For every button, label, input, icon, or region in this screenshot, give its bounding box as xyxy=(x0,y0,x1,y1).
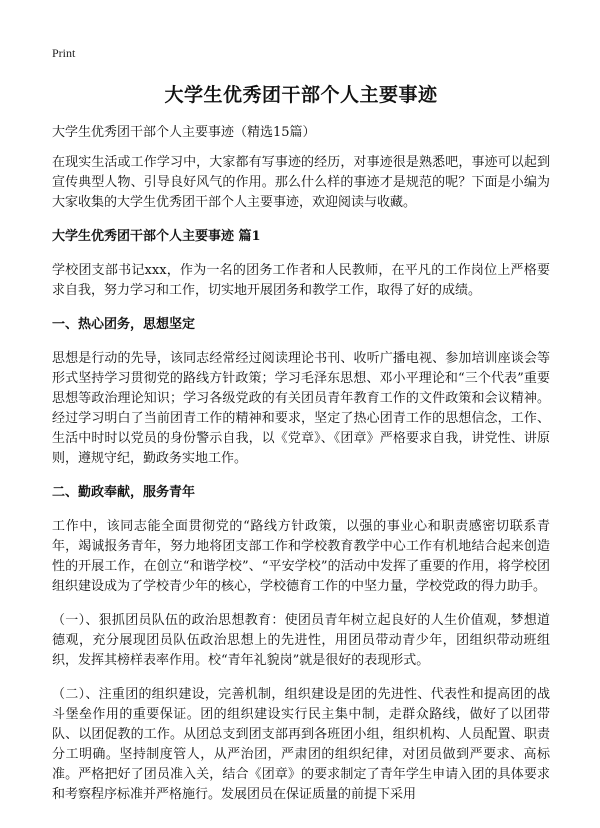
paragraph-one: 思想是行动的先导，该同志经常经过阅读理论书刊、收听广播电视、参加培训座谈会等形式坚持学习贯彻党的路线方针政策；学习毛泽东思想、邓小平理论和“三个代表”重要思想等政治理论知识；学习各级党政的有关团员青年教育工作的文件政策和会议精神。经过学习明白了当前团青工作的精神和要求，坚定了热心团青工作的思想信念，工作、生活中时时以党员的身份警示自我，以《党章》、《团章》严格要求自我，讲党性、讲原则，遵规守纪，勤政务实地工作。 xyxy=(52,351,550,466)
document-title: 大学生优秀团干部个人主要事迹 xyxy=(164,84,438,106)
paragraph-four: （二）、注重团的组织建设，完善机制，组织建设是团的先进性、代表性和提高团的战斗堡垒作用的重要保证。团的组织建设实行民主集中制，走群众路线，做好了以团带队、以团促教的工作。从团总支到团支部再到各班团小组，组织机构、人员配置、职责分工明确。坚持制度管人，从严治团，严肃团的组织纪律，对团员做到严要求、高标准。严格把好了团员准入关，结合《团章》的要求制定了青年学生申请入团的具体要求和考察程序标准并严格施行。发展团员在保证质量的前提下采用 xyxy=(52,687,550,802)
intro-paragraph: 在现实生活或工作学习中，大家都有写事迹的经历，对事迹很是熟悉吧，事迹可以起到宣传典型人物、引导良好风气的作用。那么什么样的事迹才是规范的呢？下面是小编为大家收集的大学生优秀团干部个人主要事迹，欢迎阅读与收藏。 xyxy=(52,155,550,210)
paragraph-three: （一）、狠抓团员队伍的政治思想教育：使团员青年树立起良好的人生价值观，梦想道德观，充分展现团员队伍政治思想上的先进性，用团员带动青少年，团组织带动班组织，发挥其榜样表率作用。校“青年礼貌岗”就是很好的表现形式。 xyxy=(52,613,550,668)
print-label[interactable]: Print xyxy=(52,46,76,60)
section-title: 大学生优秀团干部个人主要事迹 篇1 xyxy=(52,229,261,244)
heading-one: 一、热心团务，思想坚定 xyxy=(52,317,196,332)
paragraph-two: 工作中，该同志能全面贯彻党的“路线方针政策，以强的事业心和职责感密切联系青年，竭诚报务青年，努力地将团支部工作和学校教育教学中心工作有机地结合起来创造性的开展工作，在创立“和谐学校”、“平安学校”的活动中发挥了重要的作用，将学校团组织建设成为了学校青少年的核心，学校德育工作的中坚力量，学校党政的得力助手。 xyxy=(52,519,550,594)
section-intro-paragraph: 学校团支部书记xxx，作为一名的团务工作者和人民教师，在平凡的工作岗位上严格要求自我，努力学习和工作，切实地开展团务和教学工作，取得了好的成绩。 xyxy=(52,263,550,298)
document-subtitle: 大学生优秀团干部个人主要事迹（精选15篇） xyxy=(52,125,316,140)
heading-two: 二、勤政奉献，服务青年 xyxy=(52,485,196,500)
document-content xyxy=(52,80,550,819)
